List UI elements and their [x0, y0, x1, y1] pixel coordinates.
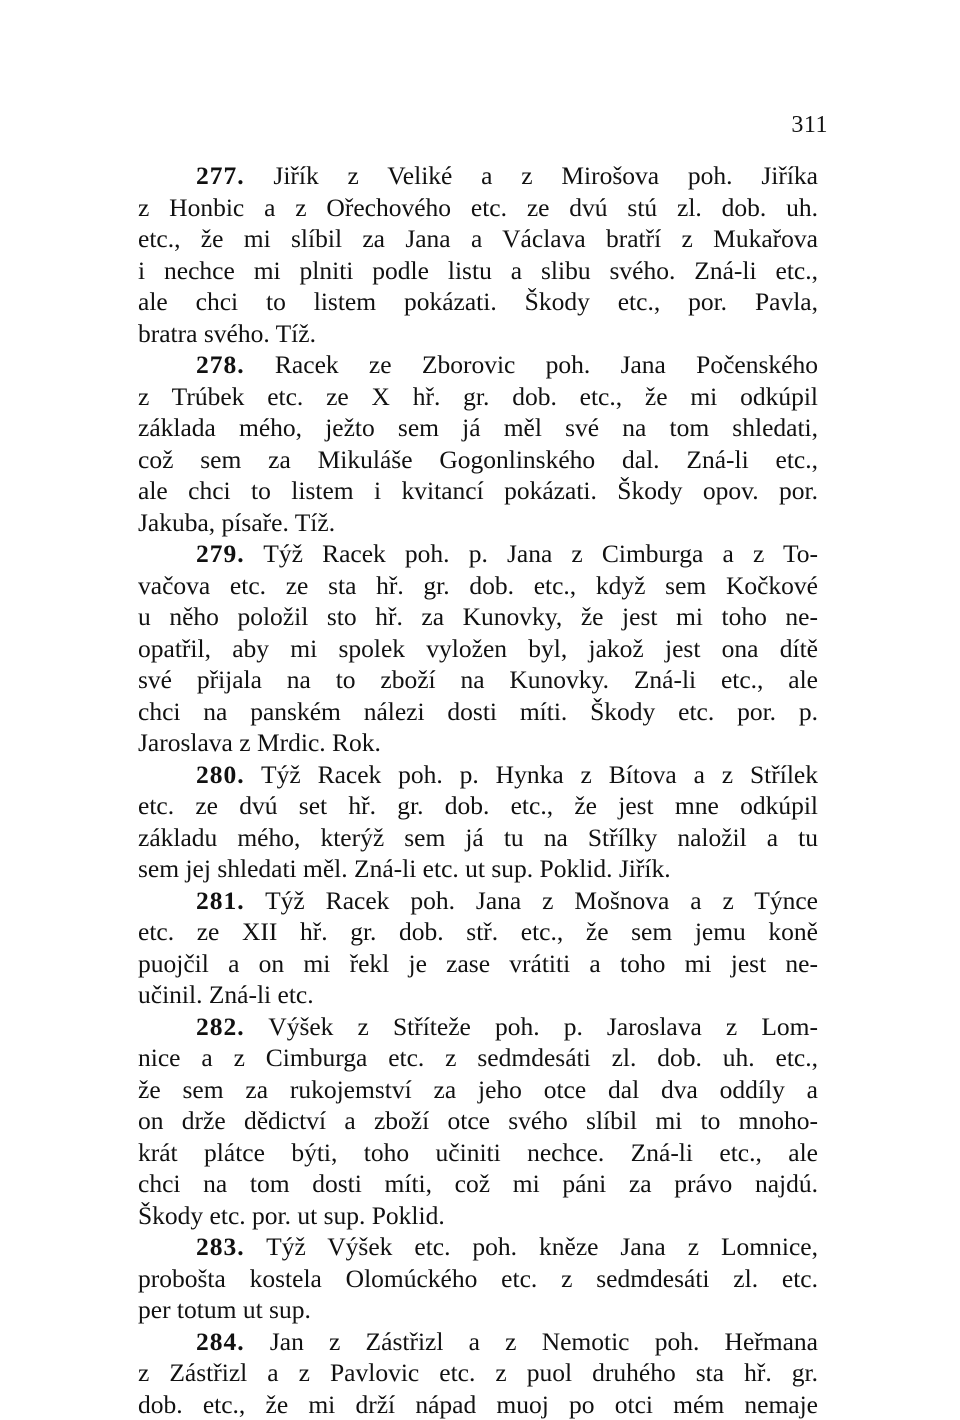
entry-first-line-text: Týž Racek poh. p. Jana z Cimburga a z To- — [245, 539, 818, 568]
text-line: z Zástřizl a z Pavlovic etc. z puol druhého sta hř. gr. — [138, 1357, 818, 1389]
text-line: probošta kostela Olomúckého etc. z sedmdesáti zl. etc. — [138, 1263, 818, 1295]
entry-first-line-text: Výšek z Stříteže poh. p. Jaroslava z Lom- — [245, 1012, 818, 1041]
entry-paragraph — [138, 1326, 818, 1420]
text-line: i nechce mi plniti podle listu a slibu svého. Zná-li etc., — [138, 255, 818, 287]
entry-number: 283. — [196, 1232, 245, 1261]
entry-paragraph — [138, 1231, 818, 1326]
entry-first-line-text: Týž Racek poh. p. Hynka z Bítova a z Střílek — [245, 760, 818, 789]
entry-first-line — [138, 759, 818, 791]
entry-first-line-text: Jiřík z Veliké a z Mirošova poh. Jiříka — [245, 161, 818, 190]
text-line: ale chci to listem i kvitancí pokázati. Škody opov. por. — [138, 475, 818, 507]
text-line: dob. etc., že mi drží nápad muoj po otci mém nemaje — [138, 1389, 818, 1420]
text-line: své přijala na to zboží na Kunovky. Zná-li etc., ale — [138, 664, 818, 696]
text-line: vačova etc. ze sta hř. gr. dob. etc., když sem Kočkové — [138, 570, 818, 602]
text-line: on drže dědictví a zboží otce svého slíbil mi to mnoho- — [138, 1105, 818, 1137]
text-line: etc., že mi slíbil za Jana a Václava bratří z Mukařova — [138, 223, 818, 255]
entry-paragraph — [138, 759, 818, 885]
body-text — [138, 160, 818, 1420]
entry-first-line — [138, 1231, 818, 1263]
text-line: základu mého, kterýž sem já tu na Střílky naložil a tu — [138, 822, 818, 854]
entry-number: 280. — [196, 760, 245, 789]
entry-paragraph — [138, 1011, 818, 1232]
entry-number: 277. — [196, 161, 245, 190]
entry-paragraph — [138, 160, 818, 349]
text-line: krát plátce býti, toho učiniti nechce. Zná-li etc., ale — [138, 1137, 818, 1169]
entry-first-line-text: Jan z Zástřizl a z Nemotic poh. Heřmana — [245, 1327, 818, 1356]
text-line: učinil. Zná-li etc. — [138, 979, 818, 1011]
entry-first-line — [138, 885, 818, 917]
text-line: což sem za Mikuláše Gogonlinského dal. Zná-li etc., — [138, 444, 818, 476]
entry-first-line — [138, 1326, 818, 1358]
text-line: Jakuba, písaře. Tíž. — [138, 507, 818, 539]
text-line: chci na panském nálezi dosti míti. Škody etc. por. p. — [138, 696, 818, 728]
entry-number: 281. — [196, 886, 245, 915]
entry-paragraph — [138, 885, 818, 1011]
text-line: Škody etc. por. ut sup. Poklid. — [138, 1200, 818, 1232]
entry-first-line-text: Týž Výšek etc. poh. kněze Jana z Lomnice, — [245, 1232, 818, 1261]
entry-number: 282. — [196, 1012, 245, 1041]
text-line: ale chci to listem pokázati. Škody etc., por. Pavla, — [138, 286, 818, 318]
text-line: Jaroslava z Mrdic. Rok. — [138, 727, 818, 759]
text-line: etc. ze XII hř. gr. dob. stř. etc., že sem jemu koně — [138, 916, 818, 948]
text-line: etc. ze dvú set hř. gr. dob. etc., že jest mne odkúpil — [138, 790, 818, 822]
text-line: opatřil, aby mi spolek vyložen byl, jakož jest ona dítě — [138, 633, 818, 665]
text-line: že sem za rukojemství za jeho otce dal dva oddíly a — [138, 1074, 818, 1106]
entry-first-line-text: Týž Racek poh. Jana z Mošnova a z Týnce — [245, 886, 818, 915]
text-line: chci na tom dosti míti, což mi páni za právo najdú. — [138, 1168, 818, 1200]
entry-number: 284. — [196, 1327, 245, 1356]
entry-number: 279. — [196, 539, 245, 568]
entry-first-line-text: Racek ze Zborovic poh. Jana Počenského — [245, 350, 818, 379]
text-line: per totum ut sup. — [138, 1294, 818, 1326]
entry-first-line — [138, 538, 818, 570]
text-line: sem jej shledati měl. Zná-li etc. ut sup. Poklid. Jiřík. — [138, 853, 818, 885]
entry-first-line — [138, 1011, 818, 1043]
text-line: puojčil a on mi řekl je zase vrátiti a toho mi jest ne- — [138, 948, 818, 980]
text-line: nice a z Cimburga etc. z sedmdesáti zl. dob. uh. etc., — [138, 1042, 818, 1074]
entry-paragraph — [138, 538, 818, 759]
text-line: základa mého, ježto sem já měl své na tom shledati, — [138, 412, 818, 444]
text-line: bratra svého. Tíž. — [138, 318, 818, 350]
entry-first-line — [138, 160, 818, 192]
entry-number: 278. — [196, 350, 245, 379]
text-line: z Honbic a z Ořechového etc. ze dvú stú zl. dob. uh. — [138, 192, 818, 224]
text-line: u něho položil sto hř. za Kunovky, že jest mi toho ne- — [138, 601, 818, 633]
text-line: z Trúbek etc. ze X hř. gr. dob. etc., že mi odkúpil — [138, 381, 818, 413]
entry-first-line — [138, 349, 818, 381]
entry-paragraph — [138, 349, 818, 538]
page-number: 311 — [788, 112, 828, 139]
